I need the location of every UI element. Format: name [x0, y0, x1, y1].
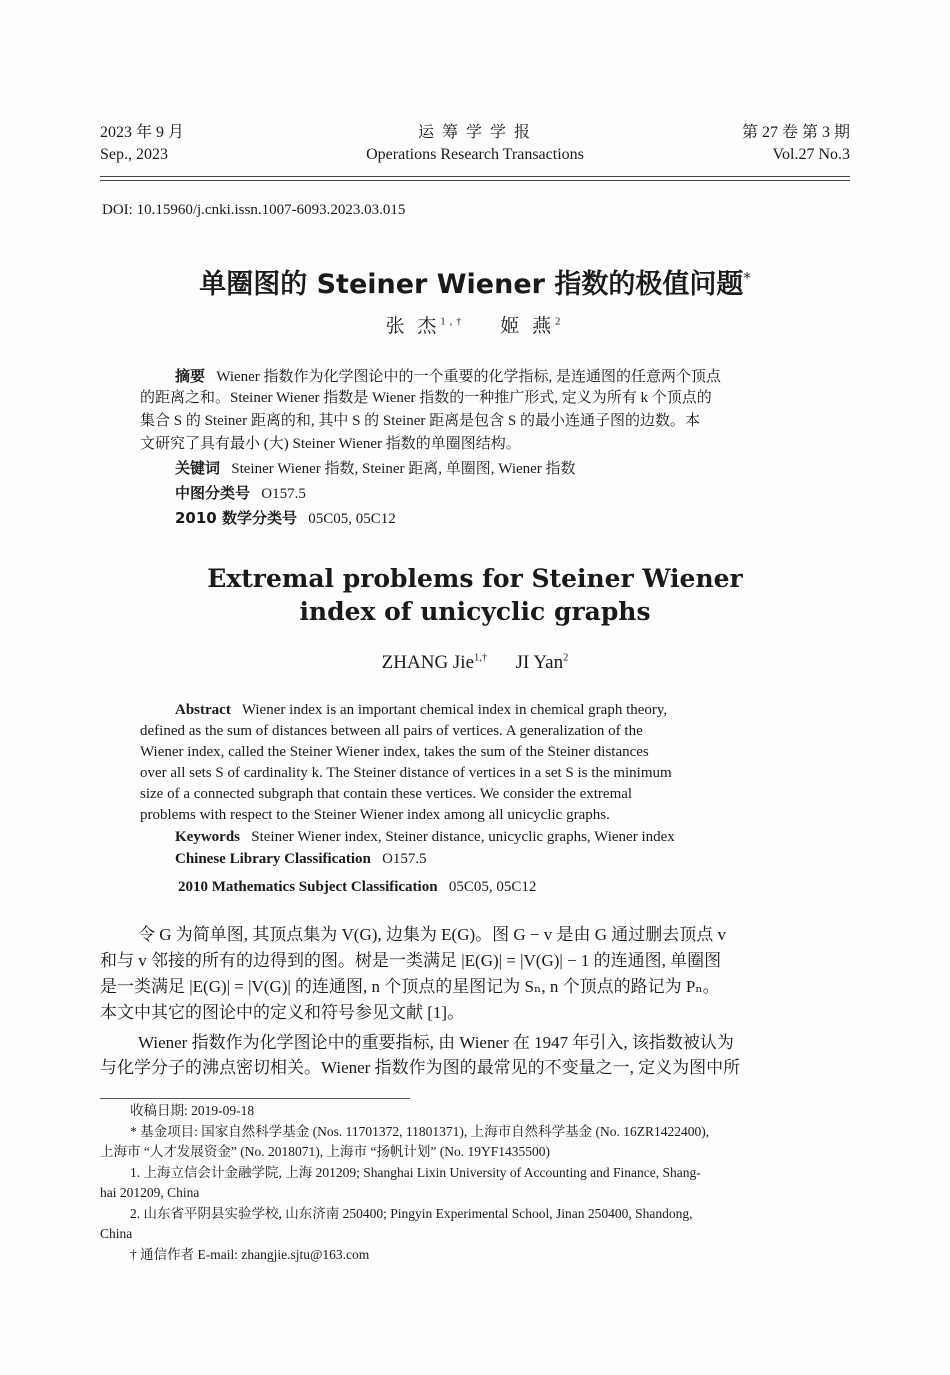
author-en-2-affil: 2	[563, 652, 569, 664]
abstract-en-line-5: size of a connected subgraph that contain these vertices. We consider the extremal	[140, 786, 633, 802]
author-en-1-affil: 1,†	[474, 652, 488, 664]
footnote-affil-1a: 1. 上海立信会计金融学院, 上海 201209; Shanghai Lixin University of Accounting and Finance, Shang-	[130, 1165, 701, 1180]
abstract-en-line-3: Wiener index, called the Steiner Wiener index, takes the sum of the Steiner distances	[140, 744, 649, 760]
body-line-6: 与化学分子的沸点密切相关。Wiener 指数作为图的最常见的不变量之一, 定义为图中所	[100, 1058, 741, 1077]
clc-en-value: O157.5	[382, 851, 427, 867]
keywords-cn	[175, 458, 576, 480]
author-cn-1-affil: 1,†	[440, 316, 466, 328]
body-line-5: Wiener 指数作为化学图论中的重要指标, 由 Wiener 在 1947 年引入, 该指数被认为	[138, 1033, 734, 1052]
clc-cn	[175, 483, 306, 505]
header-volume-cn: 第 27 卷 第 3 期	[741, 124, 850, 141]
abstract-en-line-1	[175, 700, 667, 721]
abstract-cn-line-4: 文研究了具有最小 (大) Steiner Wiener 指数的单圈图结构。	[140, 436, 521, 452]
footnote-affil-2a: 2. 山东省平阴县实验学校, 山东济南 250400; Pingyin Experimental School, Jinan 250400, Shandong,	[130, 1206, 693, 1221]
msc-en	[178, 877, 536, 898]
clc-en-label: Chinese Library Classification	[175, 851, 371, 867]
author-cn-2: 姬 燕	[500, 316, 556, 337]
abstract-en-line-4: over all sets S of cardinality k. The Steiner distance of vertices in a set S is the minimum	[140, 765, 672, 781]
abstract-cn-line-2: 的距离之和。Steiner Wiener 指数是 Wiener 指数的一种推广形式, 定义为所有 k 个顶点的	[140, 390, 712, 406]
author-cn-2-affil: 2	[555, 316, 565, 328]
footnote-rule	[100, 1098, 410, 1099]
header-rule-top	[100, 176, 850, 177]
abstract-en-text-1: Wiener index is an important chemical index in chemical graph theory,	[241, 702, 668, 718]
footnote-corresponding: † 通信作者 E-mail: zhangjie.sjtu@163.com	[130, 1247, 370, 1262]
header-date-en: Sep., 2023	[100, 146, 168, 163]
title-cn-footnote-mark: *	[743, 269, 751, 287]
footnote-funding-2: 上海市 “人才发展资金” (No. 2018071), 上海市 “扬帆计划” (No. 19YF1435500)	[100, 1144, 550, 1159]
footnote-affil-1b: hai 201209, China	[100, 1185, 200, 1200]
author-cn-1: 张 杰	[385, 316, 441, 337]
abstract-en-label: Abstract	[175, 702, 231, 718]
header-journal-cn: 运 筹 学 学 报	[417, 124, 532, 141]
keywords-en-label: Keywords	[175, 829, 240, 845]
author-en-1: ZHANG Jie	[381, 652, 475, 673]
authors-en	[100, 652, 850, 674]
author-en-2: JI Yan	[515, 652, 564, 673]
body-line-1: 令 G 为简单图, 其顶点集为 V(G), 边集为 E(G)。图 G − v 是由 G 通过删去顶点 v	[138, 925, 727, 944]
keywords-cn-label: 关键词	[175, 459, 221, 477]
msc-cn	[175, 508, 396, 530]
abstract-cn-text-1: Wiener 指数作为化学图论中的一个重要的化学指标, 是连通图的任意两个顶点	[216, 369, 722, 385]
title-en-line-1: Extremal problems for Steiner Wiener	[207, 564, 743, 593]
abstract-en-line-2: defined as the sum of distances between all pairs of vertices. A generalization of the	[140, 723, 643, 739]
footnote-affil-2b: China	[100, 1226, 133, 1241]
abstract-cn-label: 摘要	[175, 367, 206, 385]
clc-cn-label: 中图分类号	[175, 484, 251, 502]
header-date-cn: 2023 年 9 月	[100, 124, 185, 141]
keywords-cn-value: Steiner Wiener 指数, Steiner 距离, 单圈图, Wiener 指数	[231, 461, 576, 477]
footnote-received: 收稿日期: 2019-09-18	[130, 1103, 255, 1118]
abstract-cn-line-1	[175, 366, 721, 388]
doi: DOI: 10.15960/j.cnki.issn.1007-6093.2023.03.015	[102, 202, 406, 218]
abstract-en-line-6: problems with respect to the Steiner Wiener index among all unicyclic graphs.	[140, 807, 610, 823]
msc-en-value: 05C05, 05C12	[448, 879, 537, 895]
header-journal-en: Operations Research Transactions	[366, 146, 584, 163]
title-en-line-2: index of unicyclic graphs	[299, 597, 651, 626]
header-rule-bottom	[100, 180, 850, 181]
msc-cn-label: 2010 数学分类号	[175, 509, 297, 527]
msc-cn-value: 05C05, 05C12	[308, 511, 396, 527]
abstract-cn-line-3: 集合 S 的 Steiner 距离的和, 其中 S 的 Steiner 距离是包含 S 的最小连通子图的边数。本	[140, 413, 701, 429]
authors-cn	[100, 311, 850, 338]
title-cn-text: 单圈图的 Steiner Wiener 指数的极值问题	[199, 269, 744, 300]
keywords-en	[175, 827, 675, 848]
footnote-funding-1: * 基金项目: 国家自然科学基金 (Nos. 11701372, 11801371), 上海市自然科学基金 (No. 16ZR1422400),	[130, 1124, 710, 1139]
body-line-4: 本文中其它的图论中的定义和符号参见文献 [1]。	[100, 1003, 465, 1022]
clc-en	[175, 849, 427, 870]
header-volume-en: Vol.27 No.3	[772, 146, 850, 163]
body-line-2: 和与 v 邻接的所有的边得到的图。树是一类满足 |E(G)| = |V(G)| − 1 的连通图, 单圈图	[100, 951, 722, 970]
msc-en-label: 2010 Mathematics Subject Classification	[178, 879, 438, 895]
keywords-en-value: Steiner Wiener index, Steiner distance, unicyclic graphs, Wiener index	[251, 829, 675, 845]
clc-cn-value: O157.5	[261, 486, 306, 502]
title-cn	[100, 262, 850, 301]
body-line-3: 是一类满足 |E(G)| = |V(G)| 的连通图, n 个顶点的星图记为 Sₙ, n 个顶点的路记为 Pₙ。	[100, 977, 720, 996]
